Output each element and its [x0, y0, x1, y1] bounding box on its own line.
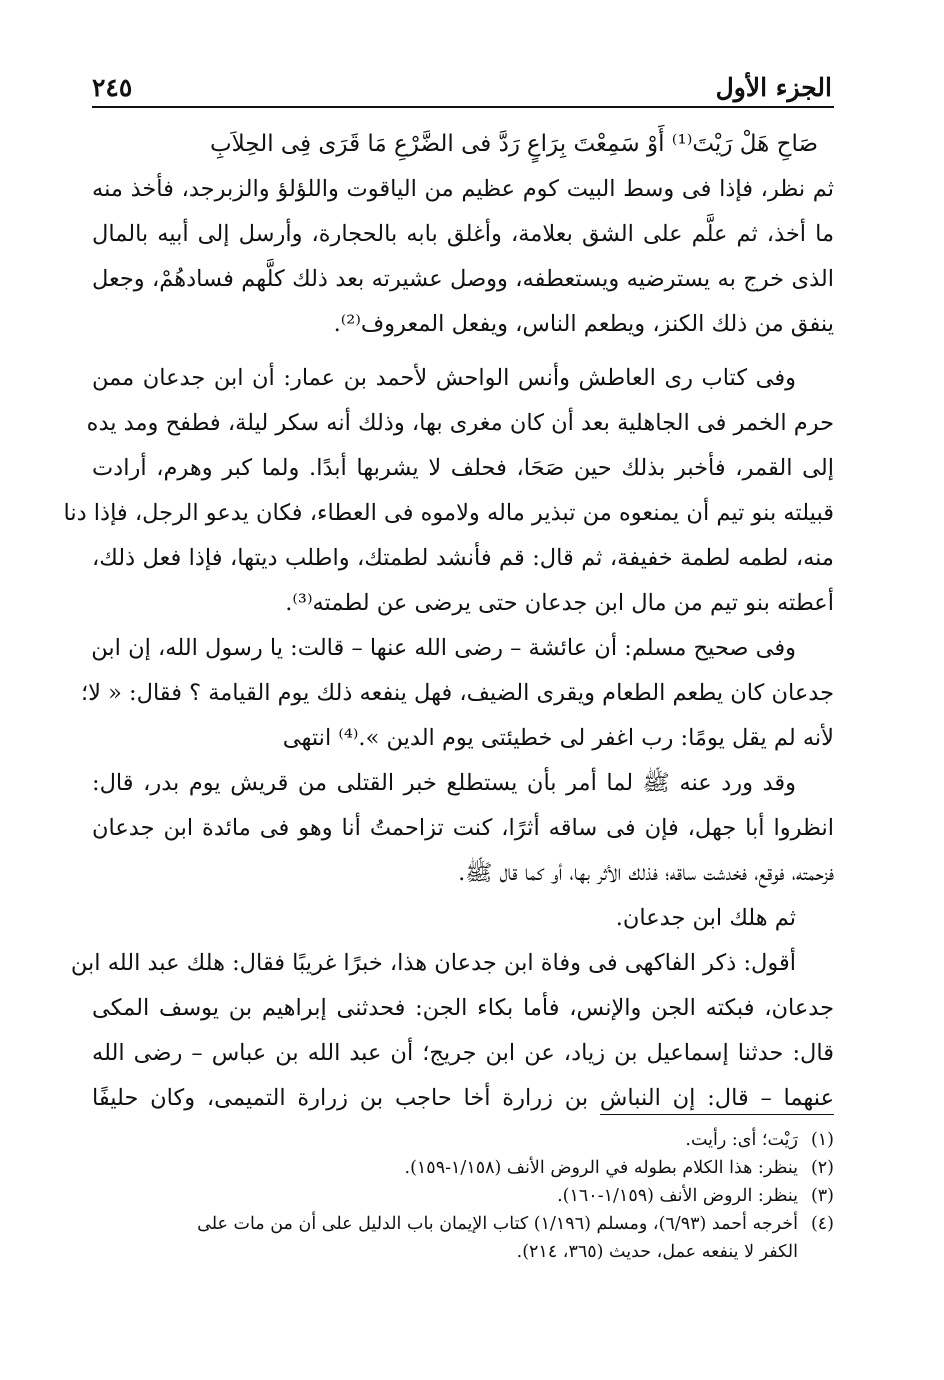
text-line: قبيلته بنو تيم أن يمنعوه من تبذير ماله ولاموه فى العطاء، فكان يدعو الرجل، فإذا دنا — [63, 500, 834, 526]
footnote — [92, 1182, 834, 1210]
paragraph — [80, 626, 834, 761]
paragraph — [92, 761, 834, 896]
text-line: لأنه لم يقل يومًا: رب اغفر لى خطيئتى يوم الدين ».⁽⁴⁾ انتهى — [282, 725, 834, 751]
text-line: قال: حدثنا إسماعيل بن زياد، عن ابن جريج؛ أن عبد الله بن عباس – رضى الله — [92, 1040, 834, 1066]
paragraph — [92, 896, 834, 941]
body-text — [63, 122, 834, 1121]
footnote-text: ينظر: هذا الكلام بطوله في الروض الأنف (١/١٥٨-١٥٩). — [404, 1158, 798, 1178]
header-rule — [92, 106, 834, 108]
footnote-text: أخرجه أحمد (٦/٩٣)، ومسلم (١/١٩٦) كتاب الإيمان باب الدليل على أن من مات على — [197, 1214, 798, 1234]
footnote-number: (٤) — [810, 1214, 834, 1234]
poem-verse — [92, 122, 834, 167]
footnote — [92, 1154, 834, 1182]
text-line: أقول: ذكر الفاكهى فى وفاة ابن جدعان هذا، خبرًا غريبًا فقال: هلك عبد الله ابن — [70, 950, 796, 976]
footnote — [92, 1126, 834, 1154]
paragraph — [92, 167, 834, 347]
footnote-text: ينظر: الروض الأنف (١/١٥٩-١٦٠). — [557, 1186, 798, 1206]
footnotes — [92, 1126, 834, 1266]
text-line: وفى كتاب رى العاطش وأنس الواحش لأحمد بن عمار: أن ابن جدعان ممن — [92, 365, 796, 391]
footnote-number: (٣) — [810, 1186, 834, 1206]
text-line: وقد ورد عنه ﷺ لما أمر بأن يستطلع خبر القتلى من قريش يوم بدر، قال: — [92, 770, 796, 796]
text-line: ينفق من ذلك الكنز، ويطعم الناس، ويفعل المعروف⁽²⁾. — [333, 311, 834, 337]
footnote-text: الكفر لا ينفعه عمل، حديث (٣٦٥، ٢١٤). — [516, 1242, 798, 1262]
text-line: جدعان، فبكته الجن والإنس، فأما بكاء الجن: فحدثنى إبراهيم بن يوسف المكى — [92, 995, 834, 1021]
verse-second-hemistich: رَدَّ فى الضَّرْعِ مَا قَرَى فِى الحِلاَبِ — [210, 131, 520, 157]
footnote-number: (١) — [810, 1130, 834, 1150]
text-line: منه، لطمه لطمة خفيفة، ثم قال: قم فأنشد لطمتك، واطلب ديتها، فإذا فعل ذلك، — [92, 545, 834, 571]
page-header — [92, 58, 832, 102]
text-line: ما أخذ، ثم علَّم على الشق بعلامة، وأغلق بابه بالحجارة، وأرسل إلى أبيه بالمال — [92, 221, 834, 247]
text-line: إلى القمر، فأخبر بذلك حين صَحَا، فحلف لا يشربها أبدًا. ولما كبر وهرم، أرادت — [92, 455, 834, 481]
footnote-rule — [600, 1114, 834, 1115]
text-line: وفى صحيح مسلم: أن عائشة – رضى الله عنها – قالت: يا رسول الله، إن ابن — [91, 635, 796, 661]
text-line: جدعان كان يطعم الطعام ويقرى الضيف، فهل ينفعه ذلك يوم القيامة ؟ فقال: « لا؛ — [80, 680, 834, 706]
text-line: عنهما – قال: إن النباش بن زرارة أخا حاجب بن زرارة التميمى، وكان حليفًا — [92, 1085, 834, 1111]
footnote-continuation — [92, 1238, 834, 1266]
text-line: أعطته بنو تيم من مال ابن جدعان حتى يرضى عن لطمته⁽³⁾. — [285, 590, 834, 616]
text-line: ثم هلك ابن جدعان. — [615, 905, 796, 931]
text-line: حرم الخمر فى الجاهلية بعد أن كان مغرى بها، وذلك أنه سكر ليلة، فطفح ومد يده — [86, 410, 834, 436]
text-line: ثم نظر، فإذا فى وسط البيت كوم عظيم من الياقوت واللؤلؤ والزبرجد، فأخذ منه — [92, 176, 834, 202]
footnote-text: رَيْت؛ أى: رأيت. — [685, 1130, 798, 1150]
footnote — [92, 1210, 834, 1238]
paragraph — [63, 356, 834, 626]
running-title: الجزء الأول — [715, 73, 832, 102]
page-number: ٢٤٥ — [92, 73, 133, 102]
verse-first-hemistich: صَاحِ هَلْ رَيْتَ⁽¹⁾ أَوْ سَمِعْتَ بِرَاعٍ — [526, 131, 818, 157]
text-line: انظروا أبا جهل، فإن فى ساقه أثرًا، كنت تزاحمتُ أنا وهو فى مائدة ابن جدعان — [92, 815, 834, 841]
footnote-number: (٢) — [810, 1158, 834, 1178]
text-line: الذى خرج به يسترضيه ويستعطفه، ووصل عشيرته بعد ذلك كلَّهم فسادهُمْ، وجعل — [92, 266, 834, 292]
text-line: فزحمته، فوقع، فخدشت ساقه؛ فذلك الأثر بها، أو كما قال ﷺ. — [458, 860, 834, 886]
paragraph — [70, 941, 834, 1121]
